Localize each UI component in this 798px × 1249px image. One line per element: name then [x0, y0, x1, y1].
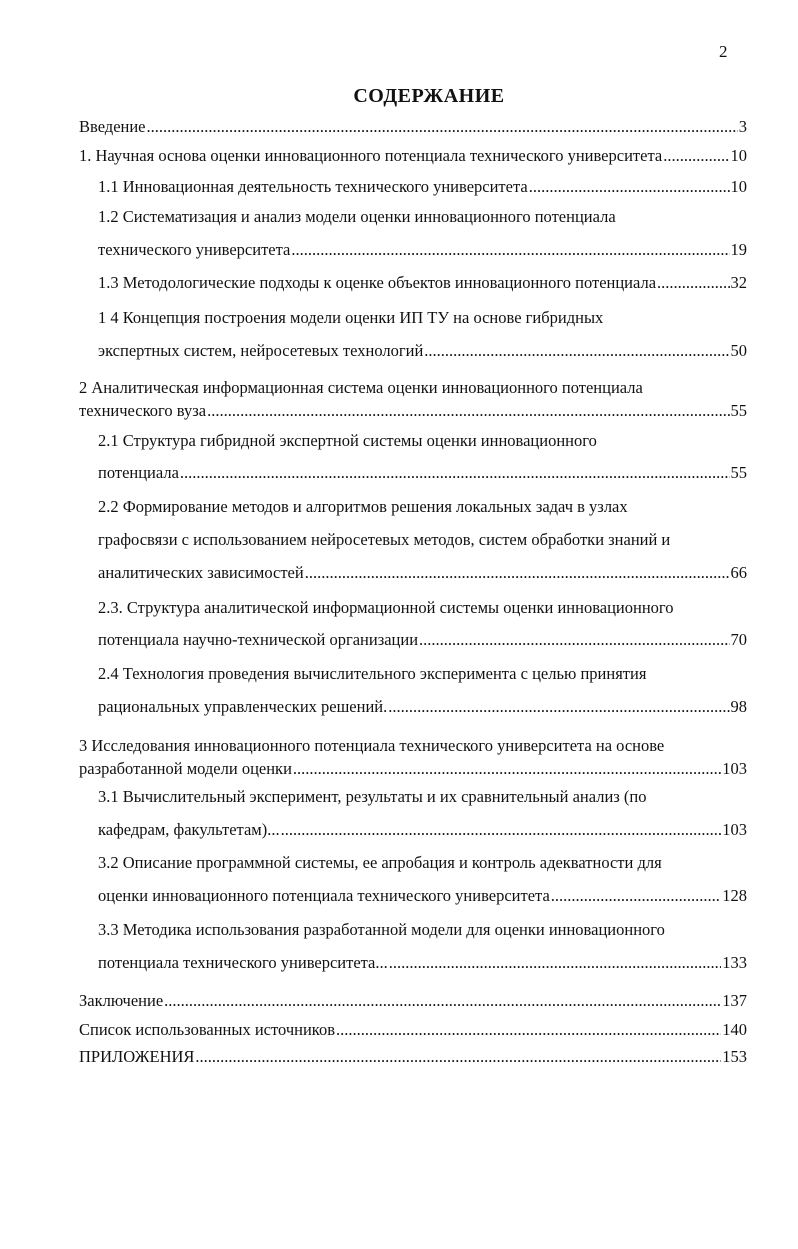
- toc-entry-2-4-line1: 2.4 Технология проведения вычислительного эксперимента с целью принятия: [98, 664, 647, 683]
- toc-page-number: 128: [722, 886, 747, 905]
- toc-entry-chapter-2-line1: 2 Аналитическая информационная система оценки инновационного потенциала: [79, 378, 643, 397]
- toc-entry-1-2: технического университета ..... 19: [98, 240, 747, 260]
- toc-page-number: 103: [722, 759, 747, 778]
- toc-entry-2-2-line2: графосвязи с использованием нейросетевых методов, систем обработки знаний и: [98, 530, 671, 549]
- toc-page-number: 133: [722, 953, 747, 972]
- toc-entry-2-2: аналитических зависимостей ..... 66: [98, 563, 747, 583]
- toc-entry-3-3-line1: 3.3 Методика использования разработанной модели для оценки инновационного: [98, 920, 665, 939]
- page-number: 2: [719, 42, 728, 61]
- toc-page-number: 103: [722, 820, 747, 839]
- toc-entry-2-1-line1: 2.1 Структура гибридной экспертной системы оценки инновационного: [98, 431, 597, 450]
- toc-page-number: 3: [738, 117, 747, 136]
- toc-page-number: 153: [722, 1047, 747, 1066]
- toc-page-number: 66: [730, 563, 747, 582]
- toc-entry-1-3: 1.3 Методологические подходы к оценке объектов инновационного потенциала ..... 32: [98, 273, 747, 293]
- toc-title: СОДЕРЖАНИЕ: [353, 85, 505, 107]
- toc-entry-chapter-3-line1: 3 Исследования инновационного потенциала технического университета на основе: [79, 736, 665, 755]
- toc-entry-2-4: рациональных управленческих решений. ..... 98: [98, 697, 747, 717]
- toc-entry-3-2-line1: 3.2 Описание программной системы, ее апробация и контроль адекватности для: [98, 853, 662, 872]
- toc-page-number: 98: [730, 697, 747, 716]
- toc-entry-sources: Список использованных источников ..... 140: [79, 1020, 747, 1040]
- toc-page-number: 10: [730, 177, 747, 196]
- toc-entry-appendix: ПРИЛОЖЕНИЯ ..... 153: [79, 1047, 747, 1067]
- toc-page-number: 50: [730, 341, 747, 360]
- toc-entry-1-2-line1: 1.2 Систематизация и анализ модели оценки инновационного потенциала: [98, 207, 616, 226]
- toc-page-number: 140: [722, 1020, 747, 1039]
- toc-page-number: 32: [730, 273, 747, 292]
- toc-entry-3-2: оценки инновационного потенциала технического университета ..... 128: [98, 886, 747, 906]
- toc-entry-2-3: потенциала научно-технической организации ..... 70: [98, 630, 747, 650]
- toc-entry-3-1-line1: 3.1 Вычислительный эксперимент, результаты и их сравнительный анализ (по: [98, 787, 647, 806]
- toc-page-number: 10: [730, 146, 747, 165]
- toc-page-number: 19: [730, 240, 747, 259]
- toc-entry-chapter-3: разработанной модели оценки ..... 103: [79, 759, 747, 779]
- toc-entry-3-3: потенциала технического университета... ..... 133: [98, 953, 747, 973]
- toc-entry-1-4-line1: 1 4 Концепция построения модели оценки ИП ТУ на основе гибридных: [98, 308, 604, 327]
- toc-page-number: 70: [730, 630, 747, 649]
- toc-entry-2-2-line1: 2.2 Формирование методов и алгоритмов решения локальных задач в узлах: [98, 497, 628, 516]
- toc-page-number: 55: [730, 401, 747, 420]
- toc-page-number: 137: [722, 991, 747, 1010]
- toc-entry-conclusion: Заключение ..... 137: [79, 991, 747, 1011]
- toc-entry-3-1: кафедрам, факультетам)... ..... 103: [98, 820, 747, 840]
- toc-page-number: 55: [730, 463, 747, 482]
- toc-entry-2-1: потенциала ..... 55: [98, 463, 747, 483]
- toc-entry-chapter-1: 1. Научная основа оценки инновационного потенциала технического университета ..... 10: [79, 146, 747, 166]
- toc-entry-1-1: 1.1 Инновационная деятельность технического университета ..... 10: [98, 177, 747, 197]
- toc-entry-chapter-2: технического вуза ..... 55: [79, 401, 747, 421]
- toc-entry-2-3-line1: 2.3. Структура аналитической информационной системы оценки инновационного: [98, 598, 674, 617]
- toc-entry-intro: Введение ..... 3: [79, 117, 747, 137]
- toc-entry-1-4: экспертных систем, нейросетевых технологий ..... 50: [98, 341, 747, 361]
